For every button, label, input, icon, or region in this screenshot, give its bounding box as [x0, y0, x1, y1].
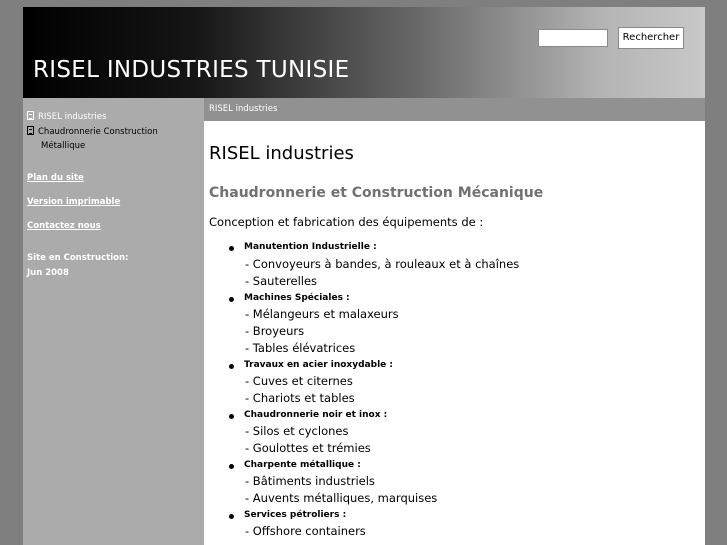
sidebar-item-chaudronnerie[interactable]: [27, 126, 158, 137]
bullet-icon: [229, 464, 234, 469]
list-item: [244, 242, 377, 252]
bullet-icon: [229, 514, 234, 519]
page-icon: [27, 111, 34, 120]
sidebar-item-label: Chaudronnerie Construction: [38, 127, 158, 137]
breadcrumb: [204, 98, 705, 121]
contact-link[interactable]: Contactez nous: [27, 221, 101, 231]
bullet-icon: [229, 414, 234, 419]
category-name: Chaudronnerie noir et inox :: [244, 410, 388, 420]
section-title: Chaudronnerie et Construction Mécanique: [209, 185, 544, 201]
search-button[interactable]: Rechercher: [618, 27, 684, 49]
list-item: [244, 410, 387, 420]
category-name: Travaux en acier inoxydable :: [244, 360, 393, 370]
bullet-icon: [229, 297, 234, 302]
intro-text: Conception et fabrication des équipements de :: [209, 215, 484, 229]
printable-version-link[interactable]: Version imprimable: [27, 197, 121, 207]
list-item: [244, 510, 346, 520]
page-container: [23, 7, 705, 545]
sitemap-link[interactable]: Plan du site: [27, 173, 84, 183]
page-title: RISEL industries: [209, 143, 354, 164]
list-subitem: - Cuves et citernes: [245, 374, 353, 388]
site-header: [23, 7, 705, 98]
category-name: Manutention Industrielle :: [244, 242, 377, 252]
list-subitem: - Auvents métalliques, marquises: [245, 491, 438, 505]
construction-note-line1: Site en Construction:: [27, 253, 129, 263]
list-subitem: - Convoyeurs à bandes, à rouleaux et à chaînes: [245, 257, 520, 271]
list-subitem: - Tables élévatrices: [245, 341, 356, 355]
construction-note: [27, 251, 128, 281]
page-icon: [27, 126, 34, 135]
construction-note-date: Jun 2008: [27, 268, 69, 278]
sidebar-item-label-line2[interactable]: Métallique: [41, 141, 86, 151]
list-item: [244, 293, 350, 303]
list-subitem: - Broyeurs: [245, 324, 305, 338]
sidebar-item-label: RISEL industries: [38, 112, 107, 122]
sidebar-item-risel-industries[interactable]: [27, 111, 106, 122]
list-item: [244, 460, 361, 470]
list-subitem: - Sauterelles: [245, 274, 318, 288]
bullet-icon: [229, 364, 234, 369]
site-title: RISEL INDUSTRIES TUNISIE: [33, 57, 350, 83]
category-name: Services pétroliers :: [244, 510, 347, 520]
list-subitem: - Offshore containers: [245, 524, 366, 538]
list-subitem: - Chariots et tables: [245, 391, 355, 405]
main-content: [204, 121, 705, 545]
breadcrumb-item[interactable]: RISEL industries: [209, 104, 278, 114]
sidebar: [23, 98, 204, 545]
list-subitem: - Silos et cyclones: [245, 424, 349, 438]
list-item: [244, 360, 393, 370]
bullet-icon: [229, 246, 234, 251]
list-subitem: - Bâtiments industriels: [245, 474, 375, 488]
category-name: Charpente métallique :: [244, 460, 361, 470]
search-input[interactable]: [538, 29, 608, 47]
list-subitem: - Mélangeurs et malaxeurs: [245, 307, 399, 321]
category-name: Machines Spéciales :: [244, 293, 350, 303]
list-subitem: - Goulottes et trémies: [245, 441, 371, 455]
